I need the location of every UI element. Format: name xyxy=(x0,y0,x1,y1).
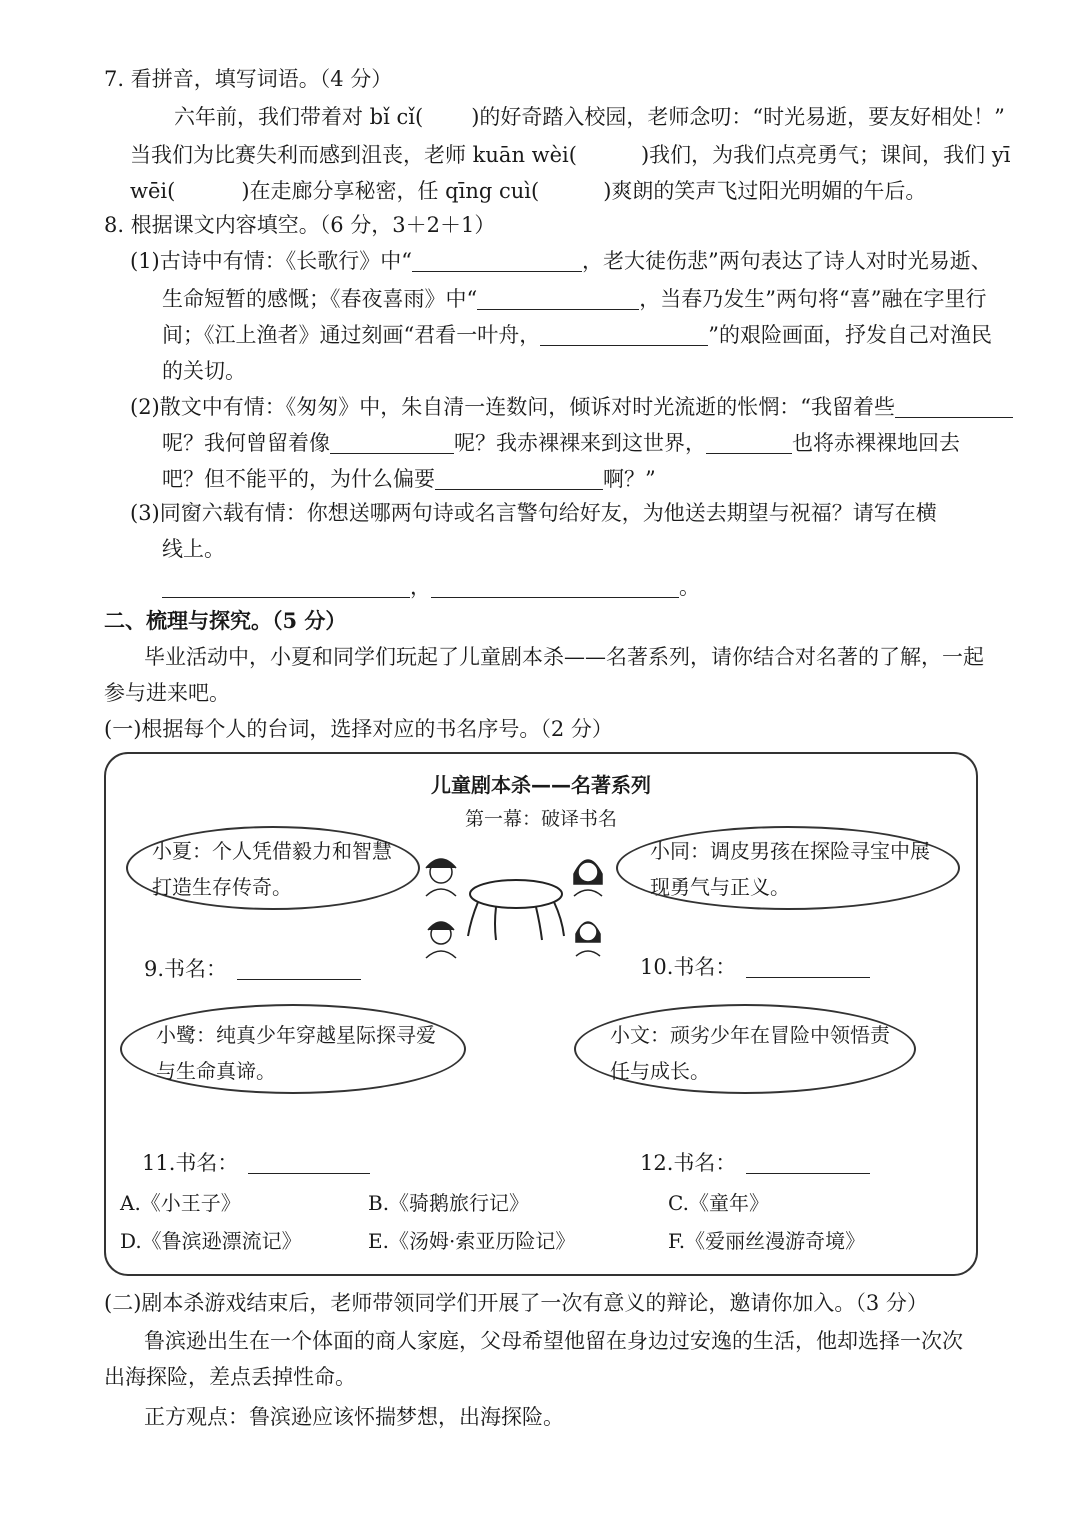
option-a: A.《小王子》 xyxy=(120,1191,241,1215)
affirmative-view: 正方观点：鲁滨逊应该怀揣梦想，出海探险。 xyxy=(144,1405,564,1429)
q8-p1-line4: 的关切。 xyxy=(162,359,246,383)
answer-blank[interactable] xyxy=(895,395,1013,418)
part-2-title: (二)剧本杀游戏结束后，老师带领同学们开展了一次有意义的辩论，邀请你加入。（3 分） xyxy=(104,1291,928,1315)
answer-blank[interactable] xyxy=(237,957,361,980)
script-kill-box xyxy=(104,752,978,1276)
q9-label: 9.书名： xyxy=(144,954,361,984)
option-e: E.《汤姆·索亚历险记》 xyxy=(368,1229,576,1253)
answer-blank[interactable] xyxy=(248,1151,370,1174)
q8-p2-line3: 吧？但不能平的，为什么偏要 啊？” xyxy=(162,467,656,491)
answer-blank[interactable] xyxy=(162,575,410,598)
table-kids-illustration xyxy=(416,844,616,964)
part-2-text-2: 出海探险，差点丢掉性命。 xyxy=(104,1365,356,1389)
answer-blank[interactable] xyxy=(477,287,639,310)
option-f: F.《爱丽丝漫游奇境》 xyxy=(668,1229,866,1253)
part-2-text-1: 鲁滨逊出生在一个体面的商人家庭，父母希望他留在身边过安逸的生活，他却选择一次次 xyxy=(144,1329,963,1353)
q8-p3-line3: ， 。 xyxy=(162,572,700,602)
answer-blank[interactable] xyxy=(746,1151,870,1174)
bubble-text: 小同：调皮男孩在探险寻宝中展 xyxy=(650,839,930,863)
q12-label: 12.书名： xyxy=(640,1148,870,1178)
answer-blank[interactable] xyxy=(746,955,870,978)
bubble-text: 任与成长。 xyxy=(610,1059,710,1083)
box-title: 儿童剧本杀——名著系列 xyxy=(431,773,651,797)
answer-blank[interactable] xyxy=(540,323,708,346)
q7-line-1: 六年前，我们带着对 bǐ cǐ( )的好奇踏入校园，老师念叨：“时光易逝，要友好相处！” xyxy=(174,105,1005,129)
q8-p1-line3: 间；《江上渔者》通过刻画“君看一叶舟， ”的艰险画面，抒发自己对渔民 xyxy=(162,323,992,347)
option-c: C.《童年》 xyxy=(668,1191,769,1215)
bubble-text: 与生命真谛。 xyxy=(156,1059,276,1083)
q10-label: 10.书名： xyxy=(640,952,870,982)
section-2-intro-1: 毕业活动中，小夏和同学们玩起了儿童剧本杀——名著系列，请你结合对名著的了解，一起 xyxy=(144,645,984,669)
q7-line-2: 当我们为比赛失利而感到沮丧，老师 kuān wèi( )我们，为我们点亮勇气；课间，我们 yī xyxy=(130,143,1011,167)
part-1-title: (一)根据每个人的台词，选择对应的书名序号。（2 分） xyxy=(104,717,613,741)
box-subtitle: 第一幕：破译书名 xyxy=(464,808,617,830)
q8-p2-line2: 呢？我何曾留着像 呢？我赤裸裸来到这世界， 也将赤裸裸地回去 xyxy=(162,431,960,455)
q8-p1-line1: (1)古诗中有情：《长歌行》中“ ，老大徒伤悲”两句表达了诗人对时光易逝、 xyxy=(130,249,992,273)
option-b: B.《骑鹅旅行记》 xyxy=(368,1191,530,1215)
q7-line-3: wēi( )在走廊分享秘密，任 qīng cuì( )爽朗的笑声飞过阳光明媚的午后。 xyxy=(130,179,927,203)
answer-blank[interactable] xyxy=(330,431,454,454)
answer-blank[interactable] xyxy=(706,431,792,454)
q8-p3-line2: 线上。 xyxy=(162,537,225,561)
bubble-text: 现勇气与正义。 xyxy=(650,875,790,899)
answer-blank[interactable] xyxy=(435,467,603,490)
section-2-title: 二、梳理与探究。（5 分） xyxy=(104,608,347,633)
boy-icon xyxy=(426,922,456,958)
q8-p3-line1: (3)同窗六载有情：你想送哪两句诗或名言警句给好友，为他送去期望与祝福？请写在横 xyxy=(130,501,937,525)
answer-blank[interactable] xyxy=(431,575,679,598)
boy-icon xyxy=(426,859,456,896)
q8-p1-line2: 生命短暂的感慨；《春夜喜雨》中“ ，当春乃发生”两句将“喜”融在字里行 xyxy=(162,287,987,311)
q7-title: 7. 看拼音，填写词语。（4 分） xyxy=(104,67,393,91)
q8-p2-line1: (2)散文中有情：《匆匆》中，朱自清一连数问，倾诉对时光流逝的怅惘：“我留着些 xyxy=(130,392,1013,422)
bubble-text: 小文：顽劣少年在冒险中领悟责 xyxy=(610,1023,890,1047)
girl-icon xyxy=(576,922,600,956)
option-d: D.《鲁滨逊漂流记》 xyxy=(120,1229,302,1253)
bubble-text: 小夏：个人凭借毅力和智慧 xyxy=(152,839,392,863)
q8-title: 8. 根据课文内容填空。（6 分，3＋2＋1） xyxy=(104,213,496,237)
answer-blank[interactable] xyxy=(412,249,582,272)
q11-label: 11.书名： xyxy=(142,1148,370,1178)
section-2-intro-2: 参与进来吧。 xyxy=(104,681,230,705)
bubble-text: 打造生存传奇。 xyxy=(152,875,292,899)
girl-icon xyxy=(574,860,602,896)
bubble-text: 小鹭：纯真少年穿越星际探寻爱 xyxy=(156,1023,436,1047)
